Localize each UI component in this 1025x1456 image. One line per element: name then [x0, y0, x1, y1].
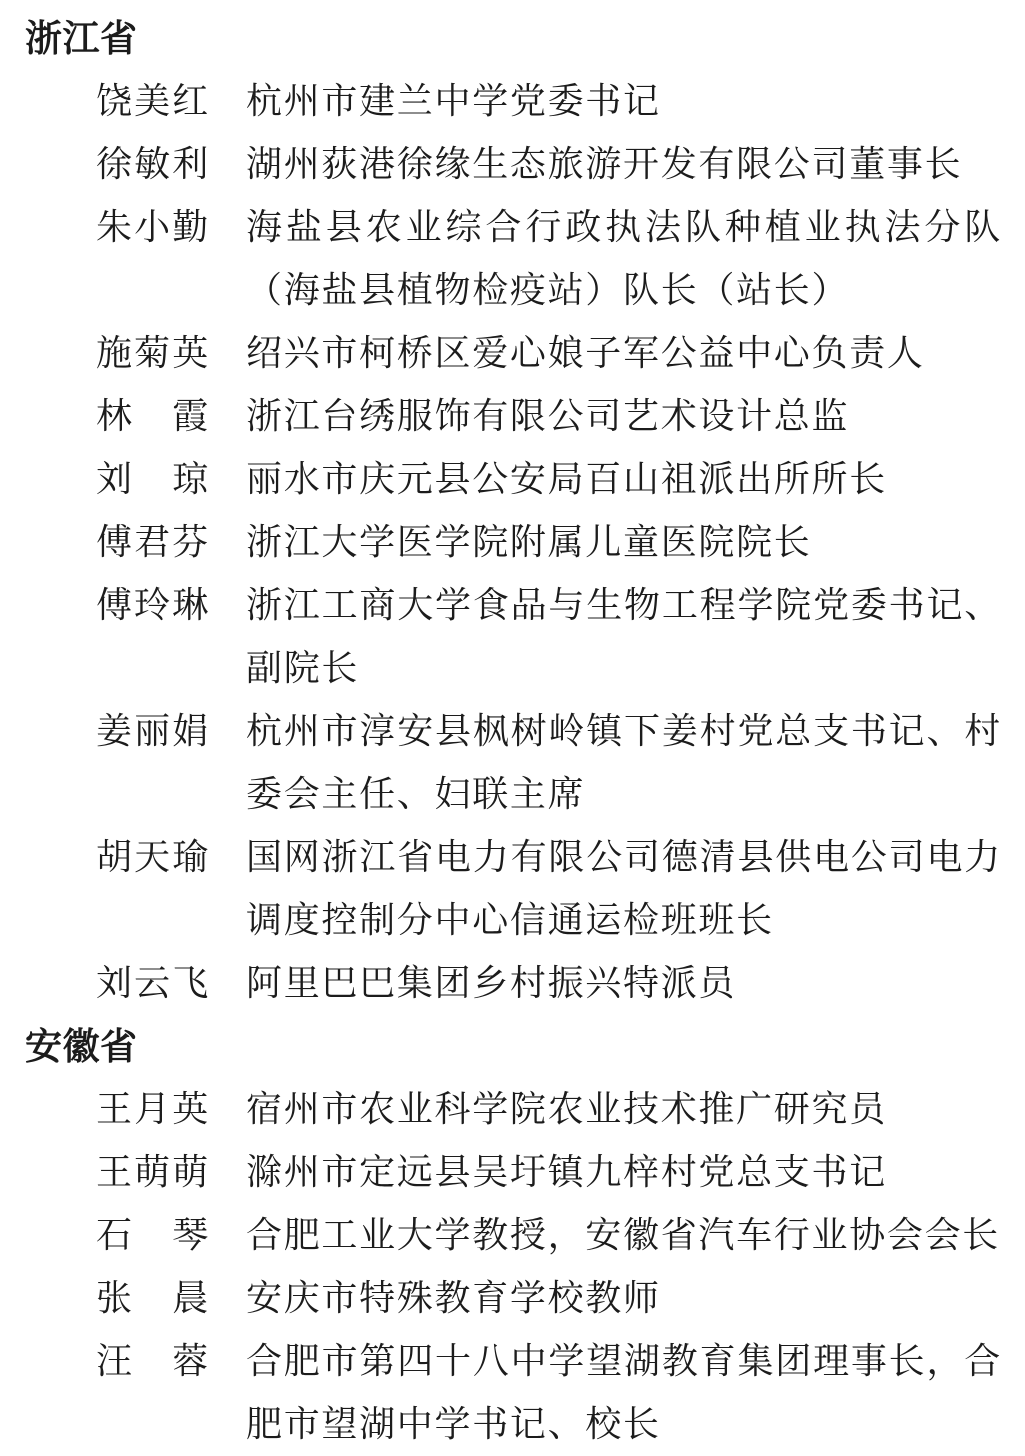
entry-row: [0, 511, 1025, 574]
entry-title: 浙江工商大学食品与生物工程学院党委书记、副院长: [246, 585, 1002, 688]
entry-row: [0, 448, 1025, 511]
entry-name: 刘云飞: [96, 963, 210, 1003]
entry-name: 石琴: [96, 1215, 210, 1255]
entry-title: 绍兴市柯桥区爱心娘子军公益中心负责人: [246, 333, 925, 373]
province-section: [0, 1015, 1025, 1456]
entry-row: [0, 952, 1025, 1015]
entry-name: 王月英: [96, 1089, 210, 1129]
entry-title: 滁州市定远县吴圩镇九梓村党总支书记: [246, 1152, 887, 1192]
entry-row: [0, 133, 1025, 196]
entry-name: 傅玲琳: [96, 585, 210, 625]
entry-row: [0, 196, 1025, 322]
entry-title: 湖州荻港徐缘生态旅游开发有限公司董事长: [246, 144, 963, 184]
entry-title: 宿州市农业科学院农业技术推广研究员: [246, 1089, 887, 1129]
province-section: [0, 7, 1025, 1015]
entry-title: 国网浙江省电力有限公司德清县供电公司电力调度控制分中心信通运检班班长: [246, 837, 1002, 940]
entry-name: 刘琼: [96, 459, 210, 499]
entry-title: 杭州市淳安县枫树岭镇下姜村党总支书记、村委会主任、妇联主席: [246, 711, 1002, 814]
entry-title: 杭州市建兰中学党委书记: [246, 81, 661, 121]
entry-name: 姜丽娟: [96, 711, 210, 751]
province-header: 浙江省: [25, 18, 138, 59]
entry-row: [0, 322, 1025, 385]
entry-row: [0, 1141, 1025, 1204]
entry-name: 傅君芬: [96, 522, 210, 562]
entry-title: 浙江大学医学院附属儿童医院院长: [246, 522, 812, 562]
entry-name: 胡天瑜: [96, 837, 210, 877]
entry-name: 饶美红: [96, 81, 210, 121]
entry-name: 施菊英: [96, 333, 210, 373]
entry-name: 汪蓉: [96, 1341, 210, 1381]
entry-row: [0, 70, 1025, 133]
entry-title: 合肥工业大学教授，安徽省汽车行业协会会长: [246, 1215, 1001, 1255]
entry-row: [0, 574, 1025, 700]
entry-row: [0, 1330, 1025, 1456]
province-header: 安徽省: [25, 1026, 138, 1067]
entry-row: [0, 1078, 1025, 1141]
entry-title: 阿里巴巴集团乡村振兴特派员: [246, 963, 737, 1003]
entry-row: [0, 826, 1025, 952]
entry-name: 徐敏利: [96, 144, 210, 184]
entry-title: 丽水市庆元县公安局百山祖派出所所长: [246, 459, 887, 499]
entry-title: 合肥市第四十八中学望湖教育集团理事长，合肥市望湖中学书记、校长: [246, 1341, 1002, 1444]
entry-name: 朱小勤: [96, 207, 210, 247]
entry-title: 海盐县农业综合行政执法队种植业执法分队（海盐县植物检疫站）队长（站长）: [246, 207, 1002, 310]
entry-name: 林霞: [96, 396, 210, 436]
entry-name: 王萌萌: [96, 1152, 210, 1192]
entry-row: [0, 385, 1025, 448]
entry-row: [0, 700, 1025, 826]
entry-row: [0, 1267, 1025, 1330]
entry-title: 安庆市特殊教育学校教师: [246, 1278, 661, 1318]
entry-name: 张晨: [96, 1278, 210, 1318]
entry-row: [0, 1204, 1025, 1267]
entry-title: 浙江台绣服饰有限公司艺术设计总监: [246, 396, 850, 436]
